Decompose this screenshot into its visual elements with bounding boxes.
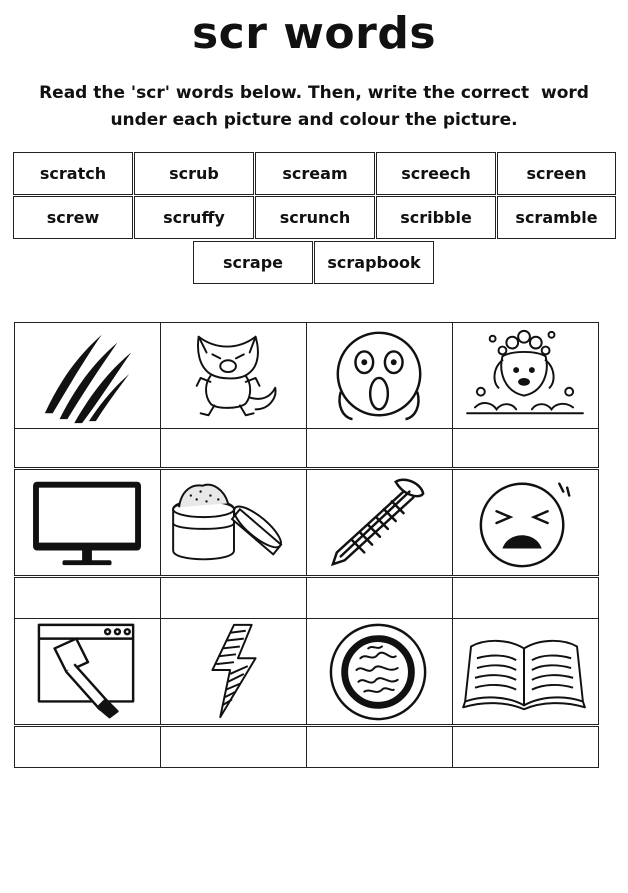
word-bank-item: scramble bbox=[497, 196, 616, 239]
answer-box[interactable] bbox=[306, 726, 453, 768]
picture-cell bbox=[14, 322, 161, 429]
word-bank-item: screen bbox=[497, 152, 616, 195]
scrunched-paper-icon bbox=[307, 619, 452, 724]
picture-cell bbox=[306, 618, 453, 725]
word-bank-item: scream bbox=[255, 152, 375, 195]
answer-box[interactable] bbox=[306, 428, 453, 468]
word-bank-item: scruffy bbox=[134, 196, 254, 239]
answer-box[interactable] bbox=[306, 577, 453, 619]
answer-box[interactable] bbox=[14, 726, 161, 768]
picture-cell bbox=[14, 618, 161, 725]
word-bank-item: scrub bbox=[134, 152, 254, 195]
answer-box[interactable] bbox=[452, 428, 599, 468]
answer-box[interactable] bbox=[160, 428, 307, 468]
screaming-face-icon bbox=[307, 323, 452, 428]
picture-cell bbox=[160, 618, 307, 725]
picture-cell bbox=[14, 469, 161, 576]
word-bank-item: scrape bbox=[193, 241, 313, 284]
word-bank-item: scrunch bbox=[255, 196, 375, 239]
lightning-scribble-icon bbox=[161, 619, 306, 724]
word-bank-item: scratch bbox=[13, 152, 133, 195]
word-bank-item: scrapbook bbox=[314, 241, 434, 284]
word-bank-item: screech bbox=[376, 152, 496, 195]
answer-box[interactable] bbox=[452, 577, 599, 619]
scraper-tool-icon bbox=[15, 619, 160, 724]
picture-cell bbox=[452, 618, 599, 725]
crying-face-icon bbox=[453, 470, 598, 575]
picture-cell bbox=[160, 322, 307, 429]
answer-box[interactable] bbox=[160, 726, 307, 768]
instructions bbox=[30, 80, 598, 134]
picture-cell bbox=[452, 322, 599, 429]
picture-cell bbox=[452, 469, 599, 576]
instruction-line-2: under each picture and colour the picture. bbox=[110, 110, 518, 130]
word-bank-item: scribble bbox=[376, 196, 496, 239]
answer-box[interactable] bbox=[14, 577, 161, 619]
picture-cell bbox=[306, 469, 453, 576]
answer-box[interactable] bbox=[160, 577, 307, 619]
open-book-icon bbox=[453, 619, 598, 724]
picture-cell bbox=[160, 469, 307, 576]
dog-in-bath-icon bbox=[453, 323, 598, 428]
screw-icon bbox=[307, 470, 452, 575]
word-bank-item: screw bbox=[13, 196, 133, 239]
picture-cell bbox=[306, 322, 453, 429]
scrub-jar-icon bbox=[161, 470, 306, 575]
page-title: scr words bbox=[191, 8, 437, 59]
monitor-icon bbox=[15, 470, 160, 575]
answer-box[interactable] bbox=[14, 428, 161, 468]
instruction-line-1: Read the 'scr' words below. Then, write the correct word bbox=[39, 83, 589, 103]
angry-cat-icon bbox=[161, 323, 306, 428]
answer-box[interactable] bbox=[452, 726, 599, 768]
scratch-marks-icon bbox=[15, 323, 160, 428]
